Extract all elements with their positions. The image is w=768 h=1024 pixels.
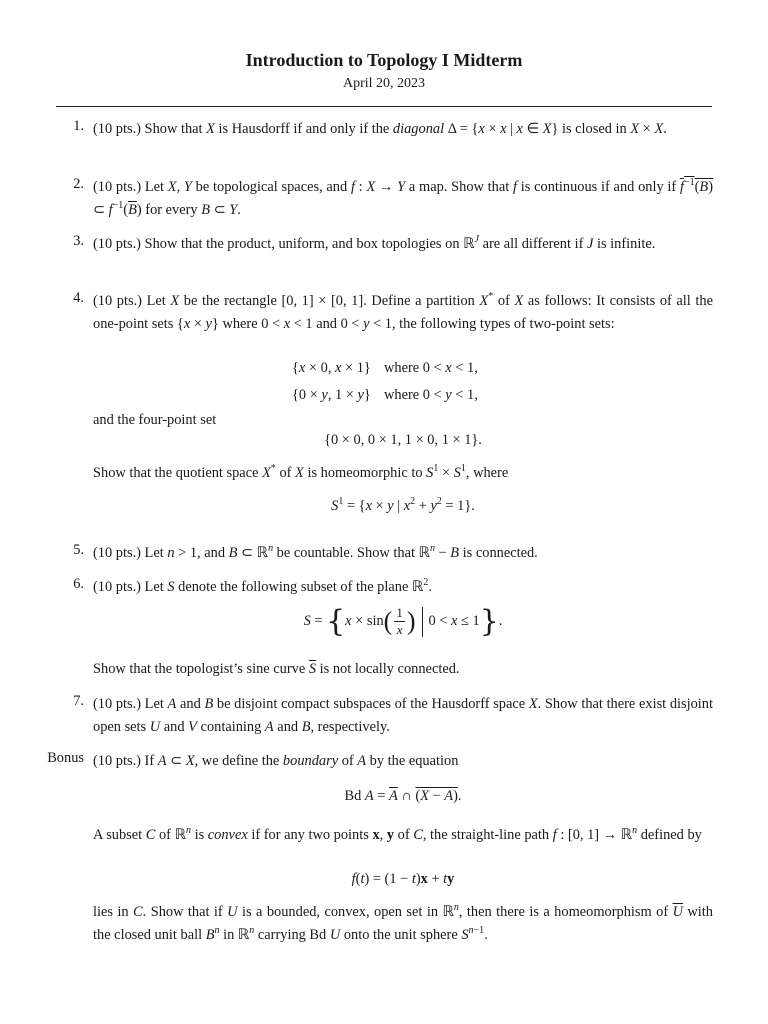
problem-7-number: 7. <box>73 693 84 709</box>
problem-2-text: (10 pts.) Let X, Y be topological spaces, and f : X → Y a map. Show that f is continuous if and only if $f^{-1}(B)$ ⊂ $f^{-1}(\overline{B})$ for every B ⊂ Y. <box>93 177 713 218</box>
problem-4-number: 4. <box>73 290 84 306</box>
problem-6-number: 6. <box>73 576 84 592</box>
two-point-set-row <box>292 382 484 409</box>
problem-4-and: and the four-point set <box>93 412 217 428</box>
bonus-intro: (10 pts.) If A ⊂ X, we define the boundary of A by the equation <box>93 753 459 769</box>
problem-5-text: (10 pts.) Let n > 1, and B ⊂ ℝ$^n$ be countable. Show that ℝ$^n$ − B is connected. <box>93 543 538 561</box>
circle-definition: $S^1 = \{x \times y$ | $x^2 + y^2 = 1$}. <box>331 496 475 514</box>
problem-1-text: (10 pts.) Show that X is Hausdorff if and only if the diagonal Δ = {x × x | x ∈ X} is closed in X × X. <box>93 121 667 137</box>
path-equation: f(t) = (1 − t)x + ty <box>351 871 455 887</box>
problem-4-show: Show that the quotient space X* of X is homeomorphic to $S^1 \times S^1$, where <box>93 463 509 481</box>
bonus-conclusion: lies in C. Show that if U is a bounded, convex, open set in ℝ$^n$, then there is a homeomorphism of $\overline{U}$ with the closed unit ball $B^n$ in ℝ$^n$ carrying Bd U onto the unit sphere $S^{n-1}$. <box>93 902 714 943</box>
problem-7-text: (10 pts.) Let A and B be disjoint compact subspaces of the Hausdorff space X. Show that there exist disjoint open sets U and V containing A and B, respectively. <box>93 696 713 735</box>
boundary-equation: Bd $A = \overline{A}$ ∩ (X − A). <box>344 788 462 804</box>
problem-1-number: 1. <box>73 118 84 134</box>
page-title: Introduction to Topology I Midterm <box>245 50 523 70</box>
problem-4-text: (10 pts.) Let X be the rectangle [0, 1] × [0, 1]. Define a partition X* of X as follows: It consists of all the one-point sets {x × y} where 0 < x < 1 and 0 < y < 1, the following types of two-point sets: <box>93 291 713 332</box>
problem-3-text: (10 pts.) Show that the product, uniform, and box topologies on ℝ$^J$ are all different if J is infinite. <box>93 234 656 252</box>
four-point-set: {0 × 0, 0 × 1, 1 × 0, 1 × 1}. <box>324 432 482 448</box>
two-point-sets <box>292 355 484 409</box>
problem-6-show: Show that the topologist’s sine curve $\overline{S}$ is not locally connected. <box>93 661 460 677</box>
bonus-label: Bonus <box>47 750 84 766</box>
problem-6-text: (10 pts.) Let S denote the following subset of the plane ℝ$^2$. <box>93 577 432 595</box>
problem-3-number: 3. <box>73 233 84 249</box>
two-point-set-row <box>292 355 484 382</box>
problem-5-number: 5. <box>73 542 84 558</box>
set-condition: where 0 < x < 1, <box>376 360 478 376</box>
set-condition: where 0 < y < 1, <box>376 387 478 403</box>
set-expression: {x × 0, x × 1} <box>292 360 371 376</box>
sine-curve-formula: S = {x × sin( $\frac{1}{x}$ ) 0 < x ≤ 1}. <box>303 604 503 639</box>
problem-2-number: 2. <box>73 176 84 192</box>
exam-date: April 20, 2023 <box>342 76 426 91</box>
set-expression: {0 × y, 1 × y} <box>292 387 371 403</box>
header-rule <box>56 106 712 107</box>
convex-definition: A subset C of ℝ$^n$ is convex if for any two points x, y of C, the straight-line path f : [0, 1] → ℝ$^n$ defined by <box>93 825 702 843</box>
